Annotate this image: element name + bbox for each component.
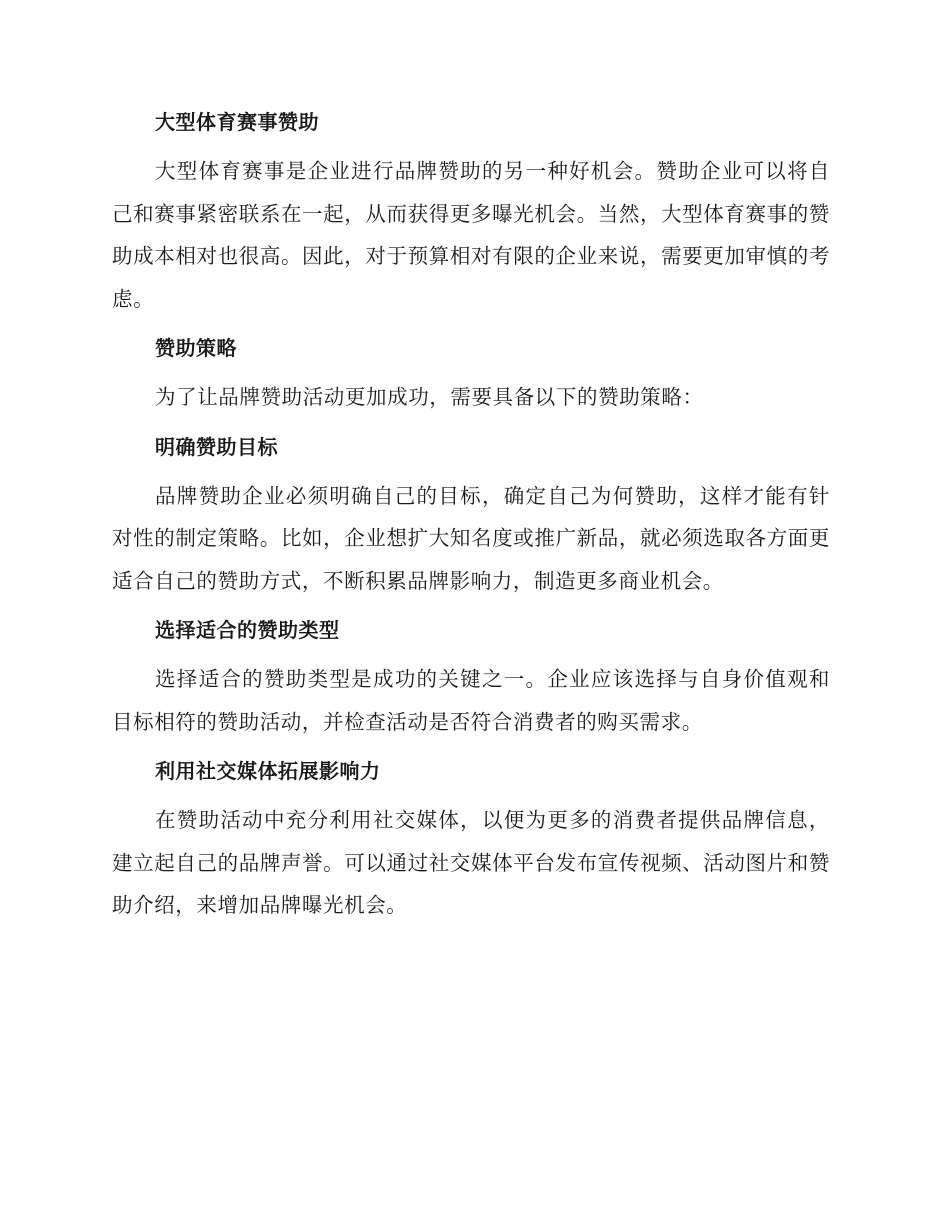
section-heading-social-media: 利用社交媒体拓展影响力	[155, 759, 381, 783]
section-heading-choose-type: 选择适合的赞助类型	[155, 618, 340, 642]
section-heading-sports-sponsorship: 大型体育赛事赞助	[155, 110, 319, 134]
section-heading-clear-goals: 明确赞助目标	[155, 434, 278, 459]
section-paragraph-choose-type: 选择适合的赞助类型是成功的关键之一。企业应该选择与自身价值观和目标相符的赞助活动，并检查活动是否符合消费者的购买需求。	[112, 667, 830, 734]
document-page	[112, 108, 830, 927]
section-paragraph-sponsorship-strategy: 为了让品牌赞助活动更加成功，需要具备以下的赞助策略：	[155, 385, 704, 409]
section-paragraph-clear-goals: 品牌赞助企业必须明确自己的目标，确定自己为何赞助，这样才能有针对性的制定策略。比如，企业想扩大知名度或推广新品，就必须选取各方面更适合自己的赞助方式，不断积累品牌影响力，制造更多商业机会。	[112, 483, 830, 593]
section-paragraph-sports-sponsorship: 大型体育赛事是企业进行品牌赞助的另一种好机会。赞助企业可以将自己和赛事紧密联系在一起，从而获得更多曝光机会。当然，大型体育赛事的赞助成本相对也很高。因此，对于预算相对有限的企业来说，需要更加审慎的考虑。	[112, 159, 830, 311]
section-paragraph-social-media: 在赞助活动中充分利用社交媒体，以便为更多的消费者提供品牌信息，建立起自己的品牌声誉。可以通过社交媒体平台发布宣传视频、活动图片和赞助介绍，来增加品牌曝光机会。	[112, 808, 830, 917]
section-heading-sponsorship-strategy: 赞助策略	[155, 336, 237, 360]
